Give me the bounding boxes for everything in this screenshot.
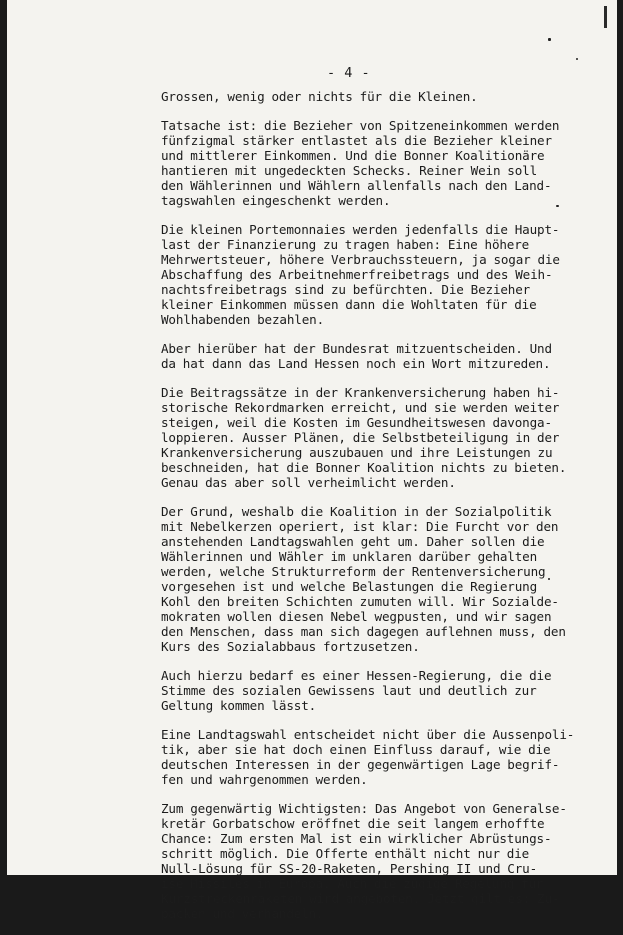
text-line: Aber hierüber hat der Bundesrat mitzuentscheiden. Und — [161, 341, 552, 356]
paragraph — [161, 341, 581, 371]
text-line: Abschaffung des Arbeitnehmerfreibetrags und des Weih- — [161, 267, 553, 282]
text-line: schritt möglich. Die Offerte enthält nicht nur die — [161, 846, 530, 861]
text-line: Zum gegenwärtig Wichtigsten: Das Angebot von Generalse- — [161, 801, 567, 816]
text-line: fen und wahrgenommen werden. — [161, 772, 368, 787]
scan-speck — [548, 38, 551, 41]
paragraph — [161, 668, 581, 713]
text-line: und mittlerer Einkommen. Und die Bonner Koalitionäre — [161, 148, 545, 163]
text-line: fünfzigmal stärker entlastet als die Bezieher kleiner — [161, 133, 552, 148]
text-line: ise Missiles in Europa. Auch die zügige Regelung für — [161, 876, 544, 891]
paragraph — [161, 385, 581, 490]
text-line: Krankenversicherung auszubauen und ihre Leistungen zu — [161, 445, 553, 460]
text-line: steigen, weil die Kosten im Gesundheitswesen davonga- — [161, 415, 552, 430]
paragraph — [161, 89, 581, 104]
text-line: beschneiden, hat die Bonner Koalition nichts zu bieten. — [161, 460, 567, 475]
text-line: tagswahlen eingeschenkt werden. — [161, 193, 391, 208]
text-line: Auch hierzu bedarf es einer Hessen-Regierung, die die — [161, 668, 552, 683]
text-line: Kurs des Sozialabbaus fortzusetzen. — [161, 639, 420, 654]
text-line: Die Beitragssätze in der Krankenversicherung haben hi- — [161, 385, 560, 400]
paragraph — [161, 118, 581, 208]
text-line: Der Grund, weshalb die Koalition in der Sozialpolitik — [161, 504, 552, 519]
paragraph — [161, 504, 581, 654]
paragraph — [161, 801, 581, 921]
text-line: nachtsfreibetrags sind zu befürchten. Die Bezieher — [161, 282, 531, 297]
scan-speck — [576, 58, 578, 60]
text-line: Genau das aber soll verheimlicht werden. — [161, 475, 456, 490]
paragraph — [161, 727, 581, 787]
text-line: anstehenden Landtagswahlen geht um. Daher sollen die — [161, 534, 545, 549]
text-line: Die kleinen Portemonnaies werden jedenfalls die Haupt- — [161, 222, 560, 237]
text-line: Chance: Zum ersten Mal ist ein wirklicher Abrüstungs- — [161, 831, 552, 846]
document-body — [161, 89, 581, 935]
text-line: vorgesehen ist und welche Belastungen die Regierung — [161, 579, 538, 594]
text-line: Kohl den breiten Schichten zumuten will. Wir Sozialde- — [161, 594, 559, 609]
text-line: packen und verhandeln. — [161, 906, 324, 921]
text-line: deutschen Interessen in der gegenwärtigen Lage begrif- — [161, 757, 560, 772]
text-line: den Wählerinnen und Wählern allenfalls nach den Land- — [161, 178, 552, 193]
text-line: den Menschen, dass man sich dagegen auflehnen muss, den — [161, 624, 566, 639]
text-line: Kurzstreckenraketen wird angeboten. Jetzt gilt es: Zu- — [161, 891, 560, 906]
text-line: last der Finanzierung zu tragen haben: Eine höhere — [161, 237, 530, 252]
text-line: Geltung kommen lässt. — [161, 698, 317, 713]
text-line: storische Rekordmarken erreicht, und sie werden weiter — [161, 400, 560, 415]
text-line: Mehrwertsteuer, höhere Verbrauchssteuern, ja sogar die — [161, 252, 560, 267]
text-line: Tatsache ist: die Bezieher von Spitzeneinkommen werden — [161, 118, 560, 133]
scan-edge-right — [617, 0, 623, 887]
text-line: Null-Lösung für SS-20-Raketen, Pershing II und Cru- — [161, 861, 538, 876]
page-number: - 4 - — [327, 65, 371, 81]
text-line: Stimme des sozialen Gewissens laut und deutlich zur — [161, 683, 537, 698]
text-line: Eine Landtagswahl entscheidet nicht über die Aussenpoli- — [161, 727, 575, 742]
text-line: tik, aber sie hat doch einen Einfluss darauf, wie die — [161, 742, 551, 757]
text-line: Wählerinnen und Wähler im unklaren darüber gehalten — [161, 549, 538, 564]
text-line: Wohlhabenden bezahlen. — [161, 312, 325, 327]
text-line: mit Nebelkerzen operiert, ist klar: Die Furcht vor den — [161, 519, 559, 534]
scan-mark — [604, 6, 607, 28]
text-line: Grossen, wenig oder nichts für die Kleinen. — [161, 89, 478, 104]
paragraph — [161, 222, 581, 327]
text-line: mokraten wollen diesen Nebel wegpusten, und wir sagen — [161, 609, 552, 624]
text-line: kleiner Einkommen müssen dann die Wohltaten für die — [161, 297, 537, 312]
text-line: kretär Gorbatschow eröffnet die seit langem erhoffte — [161, 816, 545, 831]
text-line: werden, welche Strukturreform der Rentenversicherung — [161, 564, 546, 579]
text-line: da hat dann das Land Hessen noch ein Wort mitzureden. — [161, 356, 551, 371]
text-line: hantieren mit ungedeckten Schecks. Reiner Wein soll — [161, 163, 538, 178]
text-line: loppieren. Ausser Plänen, die Selbstbeteiligung in der — [161, 430, 560, 445]
